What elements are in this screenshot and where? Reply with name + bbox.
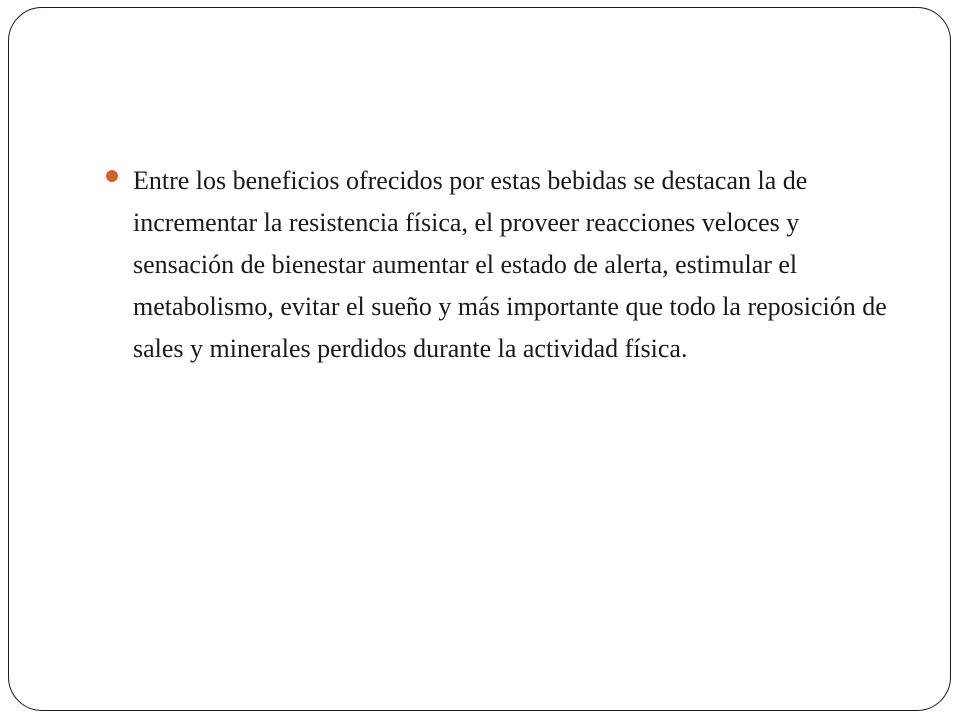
bullet-dot-icon [106,170,118,182]
bullet-item [106,160,906,370]
slide-content [106,160,906,370]
bullet-text: Entre los beneficios ofrecidos por estas bebidas se destacan la de incrementar la resistencia física, el proveer reacciones veloces y sensación de bienestar aumentar el estado de alerta, estimular el metabolismo, evitar el sueño y más importante que todo la reposición de sales y minerales perdidos durante la actividad física. [133,166,887,363]
